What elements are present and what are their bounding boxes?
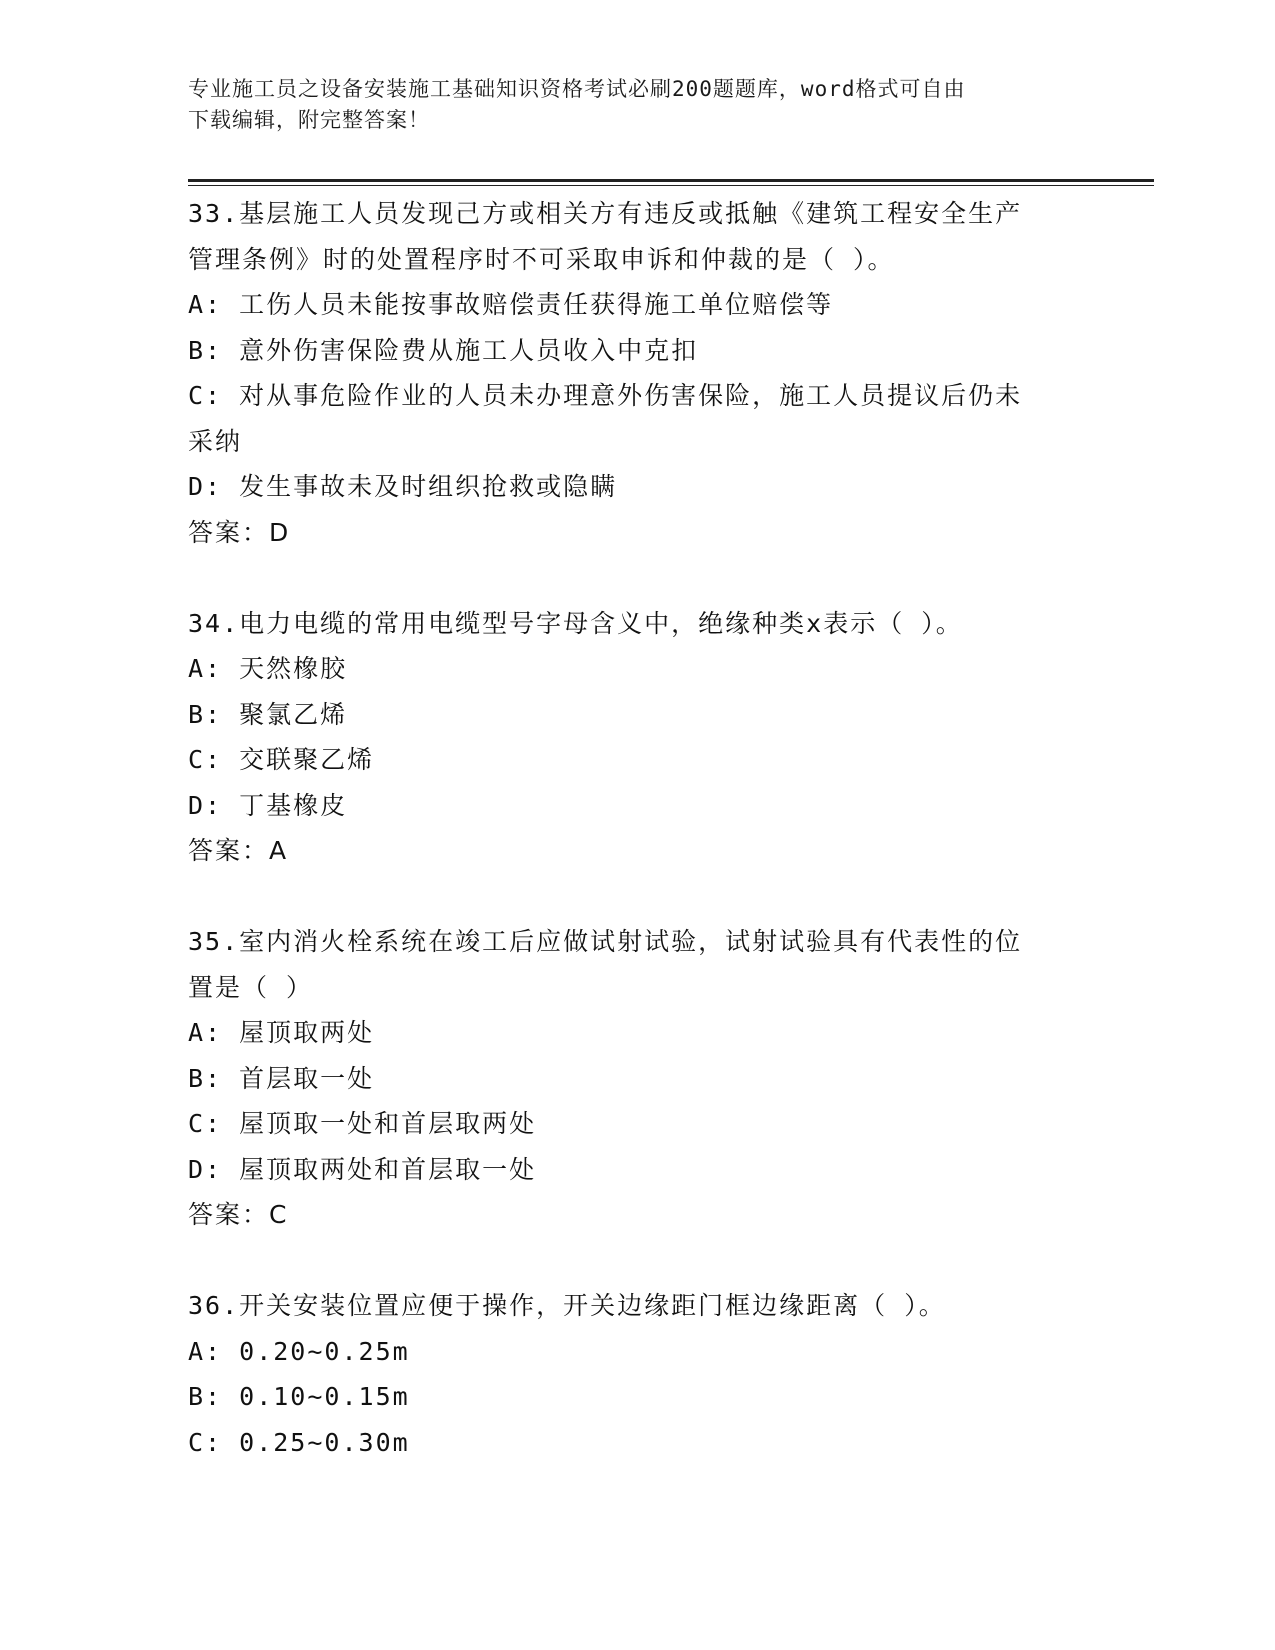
header-line-1: 专业施工员之设备安装施工基础知识资格考试必刷200题题库，word格式可自由: [188, 77, 966, 101]
question-stem-line: 36.开关安装位置应便于操作，开关边缘距门框边缘距离（ ）。: [188, 1291, 946, 1320]
question-block: [188, 919, 1088, 1238]
option-line: C: 0.25~0.30m: [188, 1427, 410, 1457]
question-block: [188, 601, 1088, 874]
option-line: A: 天然橡胶: [188, 654, 348, 683]
question-stem-line: 置是（ ）: [188, 972, 314, 1002]
question-list: [188, 191, 1088, 1511]
option-line: D: 屋顶取两处和首层取一处: [188, 1154, 537, 1184]
question-block: [188, 1283, 1088, 1465]
option-line: A: 0.20~0.25m: [188, 1336, 410, 1366]
question-stem-line: 35.室内消火栓系统在竣工后应做试射试验，试射试验具有代表性的位: [188, 927, 1023, 956]
question-stem-line: 33.基层施工人员发现己方或相关方有违反或抵触《建筑工程安全生产: [188, 199, 1023, 228]
option-line: D: 发生事故未及时组织抢救或隐瞒: [188, 472, 618, 501]
option-line: A: 工伤人员未能按事故赔偿责任获得施工单位赔偿等: [188, 290, 834, 319]
answer-line: 答案：C: [188, 1200, 289, 1229]
option-line: C: 屋顶取一处和首层取两处: [188, 1109, 537, 1138]
option-line: B: 0.10~0.15m: [188, 1382, 410, 1411]
document-header: [188, 74, 1068, 136]
question-stem-line: 管理条例》时的处置程序时不可采取申诉和仲裁的是（ ）。: [188, 244, 895, 274]
question-stem-line: 34.电力电缆的常用电缆型号字母含义中，绝缘种类x表示（ ）。: [188, 608, 963, 638]
answer-line: 答案：D: [188, 517, 291, 547]
header-line-2: 下载编辑，附完整答案！: [188, 108, 430, 132]
header-divider-thin: [188, 185, 1154, 186]
answer-line: 答案：A: [188, 836, 289, 865]
option-line: C: 交联聚乙烯: [188, 745, 375, 774]
option-line: C: 对从事危险作业的人员未办理意外伤害保险，施工人员提议后仍未: [188, 381, 1023, 410]
option-line: B: 首层取一处: [188, 1063, 375, 1093]
question-block: [188, 191, 1088, 555]
option-line: B: 意外伤害保险费从施工人员收入中克扣: [188, 335, 699, 365]
option-line: 采纳: [188, 426, 243, 456]
header-divider-thick: [188, 179, 1154, 182]
option-line: D: 丁基橡皮: [188, 790, 348, 820]
option-line: A: 屋顶取两处: [188, 1018, 375, 1047]
option-line: B: 聚氯乙烯: [188, 699, 348, 729]
